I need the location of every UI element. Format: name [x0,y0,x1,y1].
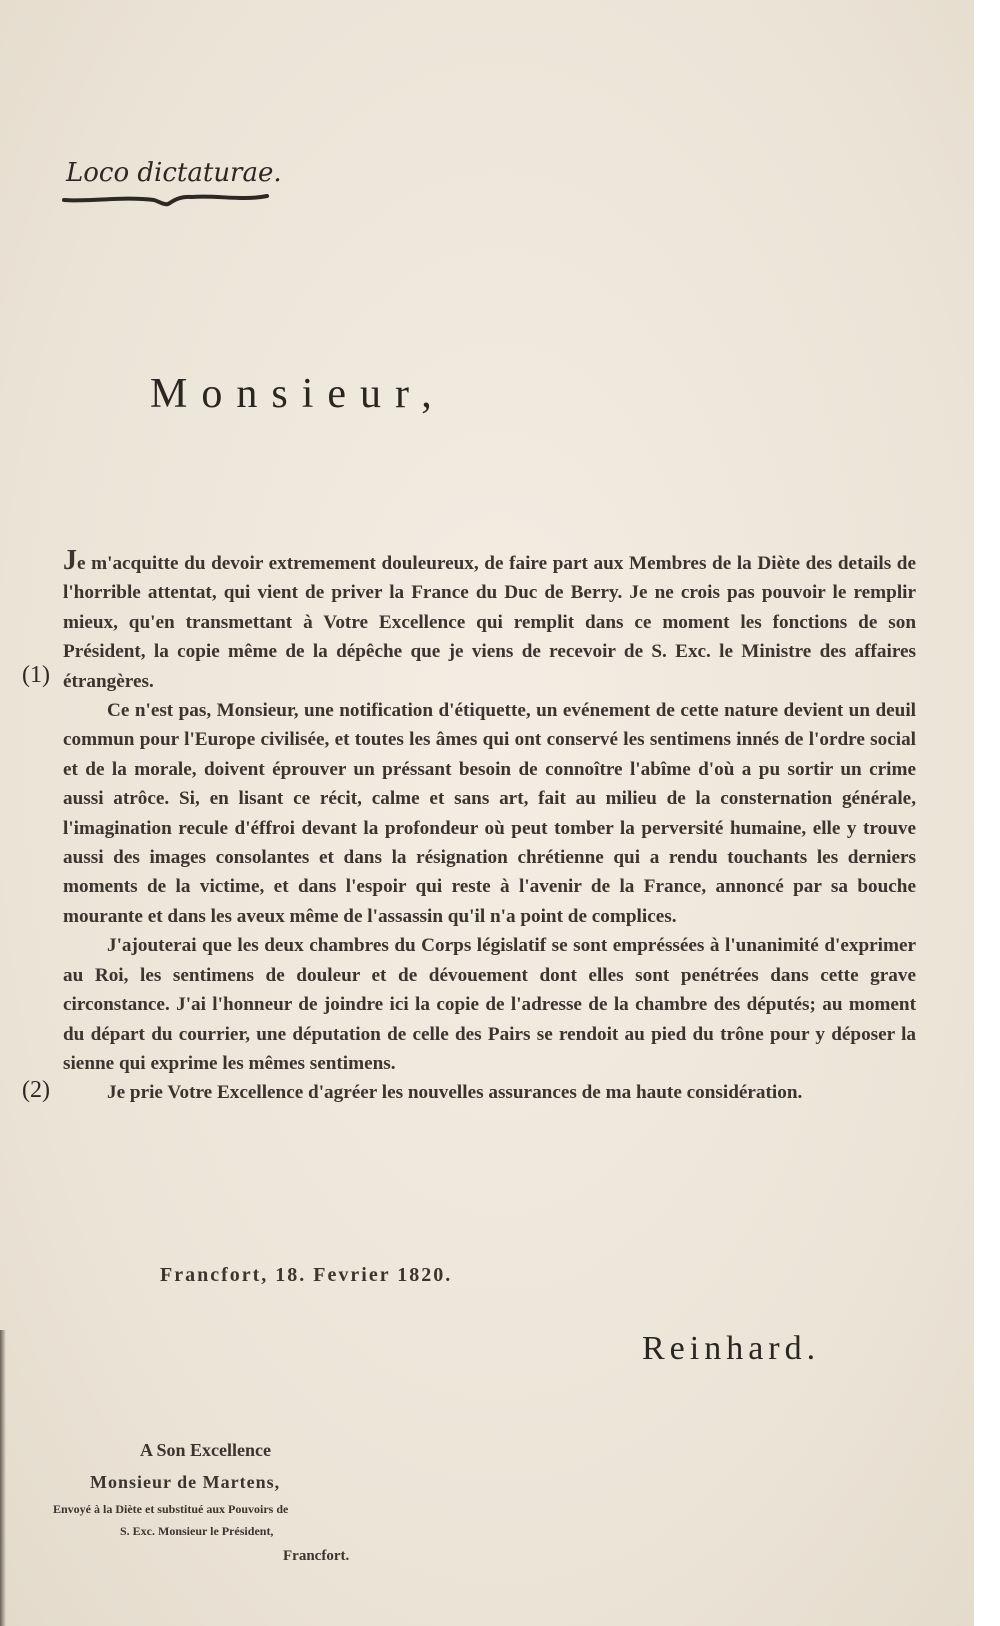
signature: Reinhard. [642,1330,821,1367]
paragraph-4: Je prie Votre Excellence d'agréer les nouvelles assurances de ma haute considération. [107,1082,803,1104]
address-line-5: Francfort. [283,1548,350,1564]
address-line-2: Monsieur de Martens, [90,1472,281,1492]
note-marker-1: (1) [22,662,50,688]
salutation: Monsieur, [150,371,446,417]
ornamental-flourish [62,193,272,207]
paragraph-1 [63,546,916,696]
paragraph-2: Ce n'est pas, Monsieur, une notification d'étiquette, un evénement de cette nature devient un deuil commun pour l'Europe civilisée, et toutes les âmes qui ont conservé les sentimens innés de l'ordre social et de la morale, doivent éprouver un préssant besoin de connoître l'abîme d'où a pu sortir un crime aussi atrôce. Si, en lisant ce récit, calme et sans art, fait au milieu de la consternation générale, l'imagination recule d'éffroi devant la profondeur où peut tomber la perversité humaine, elle y trouve aussi des images consolantes et dans la résignation chrétienne qui a rendu touchants les derniers moments de la victime, et dans l'espoir qui reste à l'avenir de la France, annoncé par sa bouche mourante et dans les aveux même de l'assassin qu'il n'a point de complices. [63,700,916,927]
address-line-3: Envoyé à la Diète et substitué aux Pouvoirs de [53,1502,289,1516]
address-line-1: A Son Excellence [140,1440,271,1460]
paragraph-1-text: e m'acquitte du devoir extremement douleureux, de faire part aux Membres de la Diète des details de l'horrible attentat, qui vient de priver la France du Duc de Berry. Je ne crois pas pouvoir le remplir mieux, qu'en transmettant à Votre Excellence qui remplit dans ce moment les fonctions de son Président, la copie même de la dépêche que je viens de recevoir de S. Exc. le Ministre des affaires étrangères. [63,553,916,692]
paragraph-3: J'ajouterai que les deux chambres du Corps législatif se sont empréssées à l'unanimité d'exprimer au Roi, les sentimens de douleur et de dévouement dont elles sont penétrées dans cette grave circonstance. J'ai l'honneur de joindre ici la copie de l'adresse de la chambre des députés; au moment du départ du courrier, une députation de celle des Pairs se rendoit au pied du trône pour y déposer la sienne qui exprime les mêmes sentimens. [63,935,916,1074]
page-edge [974,0,1000,1626]
address-line-4: S. Exc. Monsieur le Président, [120,1524,274,1538]
note-marker-2: (2) [22,1077,50,1103]
letter-heading: Loco dictaturae. [66,158,282,188]
place-date: Francfort, 18. Fevrier 1820. [160,1264,453,1286]
drop-letter: J [63,545,77,576]
letter-body [63,546,916,1108]
binding-shadow [0,1330,6,1626]
